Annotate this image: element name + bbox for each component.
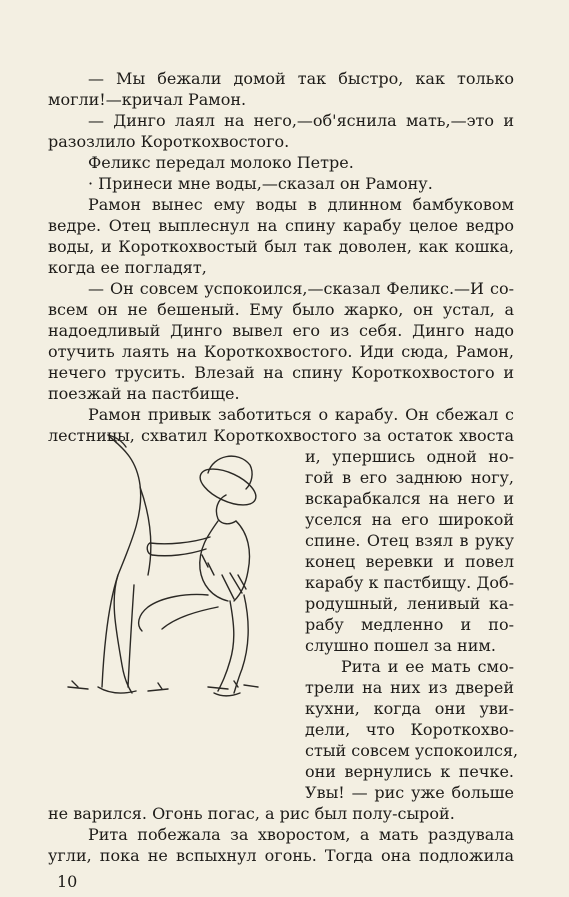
- text-line: всем он не бешеный. Ему было жарко, он устал, а: [48, 300, 514, 319]
- text-line: могли!—кричал Рамон.: [48, 90, 247, 109]
- text-line: воды, и Короткохвостый был так доволен, как кошка,: [48, 237, 514, 256]
- side-text-line: конец веревки и повел: [305, 552, 514, 571]
- text-line: — Он совсем успокоился,—сказал Феликс.—И со-: [88, 279, 514, 298]
- text-line: нечего трусить. Влезай на спину Короткохвостого и: [48, 363, 514, 382]
- text-line: поезжай на пастбище.: [48, 384, 240, 403]
- text-line: лестницы, схватил Короткохвостого за остаток хвоста: [48, 426, 514, 445]
- side-text-line: гой в его заднюю ногу,: [305, 468, 514, 487]
- text-line: · Принеси мне воды,—сказал он Рамону.: [88, 174, 433, 193]
- text-line: Рита побежала за хворостом, а мать раздувала: [88, 825, 514, 844]
- boy-on-carabao-illustration: [58, 425, 298, 710]
- text-line: Рамон вынес ему воды в длинном бамбуковом: [88, 195, 514, 214]
- side-text-line: спине. Отец взял в руку: [305, 531, 514, 550]
- text-line: надоедливый Динго вывел его из себя. Динго надо: [48, 321, 514, 340]
- text-line: Рамон привык заботиться о карабу. Он сбежал с: [88, 405, 514, 424]
- side-text-line: кухни, когда они уви-: [305, 699, 514, 718]
- text-line: — Динго лаял на него,—об'яснила мать,—это и: [88, 111, 514, 130]
- text-line: не варился. Огонь погас, а рис был полу-сырой.: [48, 804, 455, 823]
- text-line: — Мы бежали домой так быстро, как только: [88, 69, 514, 88]
- side-text-line: дели, что Короткохво-: [305, 720, 514, 739]
- side-text-line: они вернулись к печке.: [305, 762, 514, 781]
- side-text-line: трели на них из дверей: [305, 678, 514, 697]
- page-number: 10: [57, 872, 78, 891]
- text-line: угли, пока не вспыхнул огонь. Тогда она подложила: [48, 846, 514, 865]
- text-line: когда ее погладят,: [48, 258, 207, 277]
- side-text-line: и, упершись одной но-: [305, 447, 514, 466]
- side-text-line: вскарабкался на него и: [305, 489, 514, 508]
- text-line: разозлило Короткохвостого.: [48, 132, 290, 151]
- side-text-line: карабу к пастбищу. Доб-: [305, 573, 514, 592]
- side-text-line: Рита и ее мать смо-: [341, 657, 514, 676]
- text-line: ведре. Отец выплеснул на спину карабу целое ведро: [48, 216, 514, 235]
- side-text-line: рабу медленно и по-: [305, 615, 514, 634]
- side-text-line: стый совсем успокоился,: [305, 741, 519, 760]
- side-text-line: Увы! — рис уже больше: [305, 783, 514, 802]
- side-text-line: слушно пошел за ним.: [305, 636, 496, 655]
- text-line: Феликс передал молоко Петре.: [88, 153, 354, 172]
- side-text-line: родушный, ленивый ка-: [305, 594, 514, 613]
- side-text-line: уселся на его широкой: [305, 510, 514, 529]
- text-line: отучить лаять на Короткохвостого. Иди сюда, Рамон,: [48, 342, 514, 361]
